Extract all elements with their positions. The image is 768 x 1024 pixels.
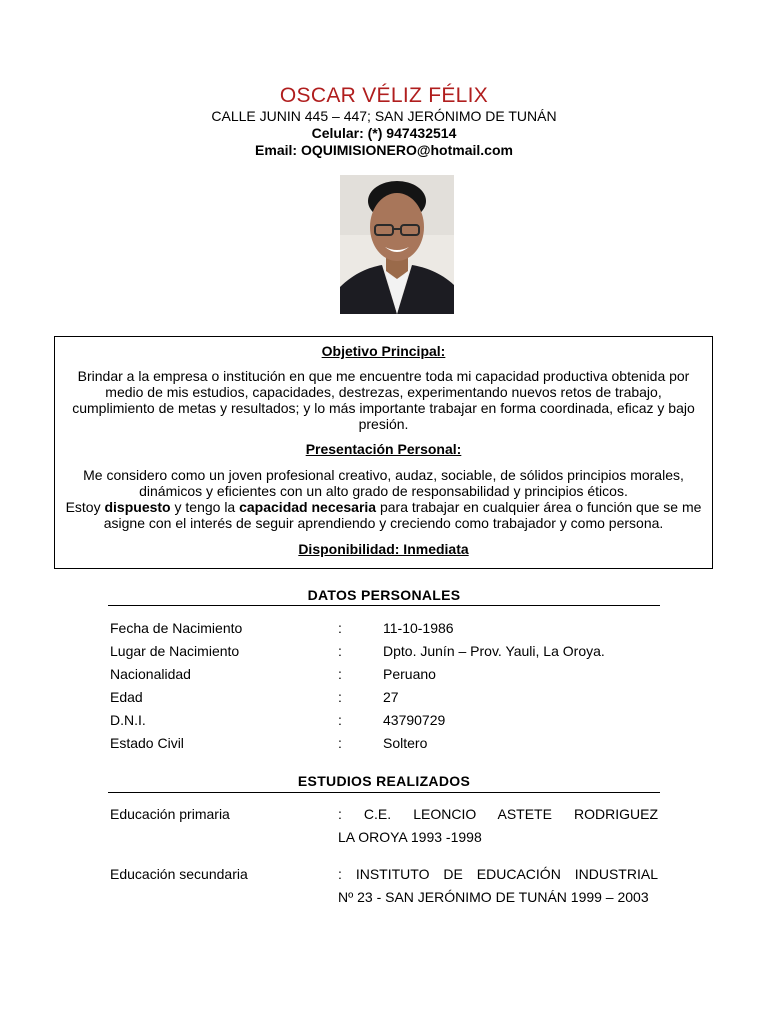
row-label: Lugar de Nacimiento — [110, 643, 240, 659]
personal-row — [110, 734, 660, 752]
education-title: ESTUDIOS REALIZADOS — [297, 773, 471, 789]
objective-heading: Objetivo Principal: — [321, 343, 446, 359]
education-label: Educación secundaria — [110, 866, 248, 882]
email: Email: OQUIMISIONERO@hotmail.com — [255, 142, 513, 158]
row-value: Peruano — [383, 666, 436, 682]
row-separator: : — [338, 712, 342, 728]
presentation-paragraph-2: Estoy dispuesto y tengo la capacidad necesaria para trabajar en cualquier área o función que se me asigne con el interés de seguir aprendiendo y creciendo como trabajador y como persona. — [65, 499, 702, 531]
row-value: 43790729 — [383, 712, 446, 728]
row-separator: : — [338, 643, 342, 659]
row-separator: : — [338, 689, 342, 705]
profile-photo — [340, 175, 454, 314]
row-label: Nacionalidad — [110, 666, 191, 682]
phone: Celular: (*) 947432514 — [311, 125, 457, 141]
cv-header — [0, 84, 768, 159]
emphasis-capacity: capacidad necesaria — [239, 499, 377, 515]
education-detail-line: Nº 23 - SAN JERÓNIMO DE TUNÁN 1999 – 2003 — [338, 889, 649, 905]
row-separator: : — [338, 666, 342, 682]
row-value: 27 — [383, 689, 399, 705]
education-label: Educación primaria — [110, 806, 230, 822]
education-rule — [108, 792, 660, 793]
personal-row — [110, 711, 660, 729]
row-value: Soltero — [383, 735, 428, 751]
personal-row — [110, 665, 660, 683]
education-detail-line: : C.E. LEONCIO ASTETE RODRIGUEZ — [338, 806, 658, 822]
objective-text: Brindar a la empresa o institución en que me encuentre toda mi capacidad productiva obtenida por medio de mis estudios, capacidades, destrezas, experimentando nuevos retos de trabajo, cumplimiento de metas y resultados; y lo más importante trabajar en forma coordinada, eficaz y bajo presión. — [72, 368, 695, 432]
education-detail-line: LA OROYA 1993 -1998 — [338, 829, 482, 845]
row-value: 11-10-1986 — [383, 620, 454, 636]
row-label: Estado Civil — [110, 735, 184, 751]
presentation-heading: Presentación Personal: — [305, 441, 462, 457]
personal-row — [110, 688, 660, 706]
row-label: D.N.I. — [110, 712, 146, 728]
personal-row — [110, 619, 660, 637]
candidate-name: OSCAR VÉLIZ FÉLIX — [279, 84, 489, 107]
row-value: Dpto. Junín – Prov. Yauli, La Oroya. — [383, 643, 605, 659]
row-separator: : — [338, 620, 342, 636]
presentation-text — [65, 467, 702, 531]
education-detail-line: : INSTITUTO DE EDUCACIÓN INDUSTRIAL — [338, 866, 658, 882]
emphasis-disposed: dispuesto — [104, 499, 171, 515]
address: CALLE JUNIN 445 – 447; SAN JERÓNIMO DE TUNÁN — [211, 108, 557, 124]
presentation-paragraph-1: Me considero como un joven profesional creativo, audaz, sociable, de sólidos principios morales, dinámicos y eficientes con un alto grado de responsabilidad y principios éticos. — [83, 467, 684, 499]
summary-box — [54, 336, 713, 569]
personal-data-title: DATOS PERSONALES — [307, 587, 461, 603]
personal-data-rule — [108, 605, 660, 606]
personal-row — [110, 642, 660, 660]
row-label: Edad — [110, 689, 143, 705]
availability: Disponibilidad: Inmediata — [298, 541, 469, 557]
row-separator: : — [338, 735, 342, 751]
row-label: Fecha de Nacimiento — [110, 620, 243, 636]
